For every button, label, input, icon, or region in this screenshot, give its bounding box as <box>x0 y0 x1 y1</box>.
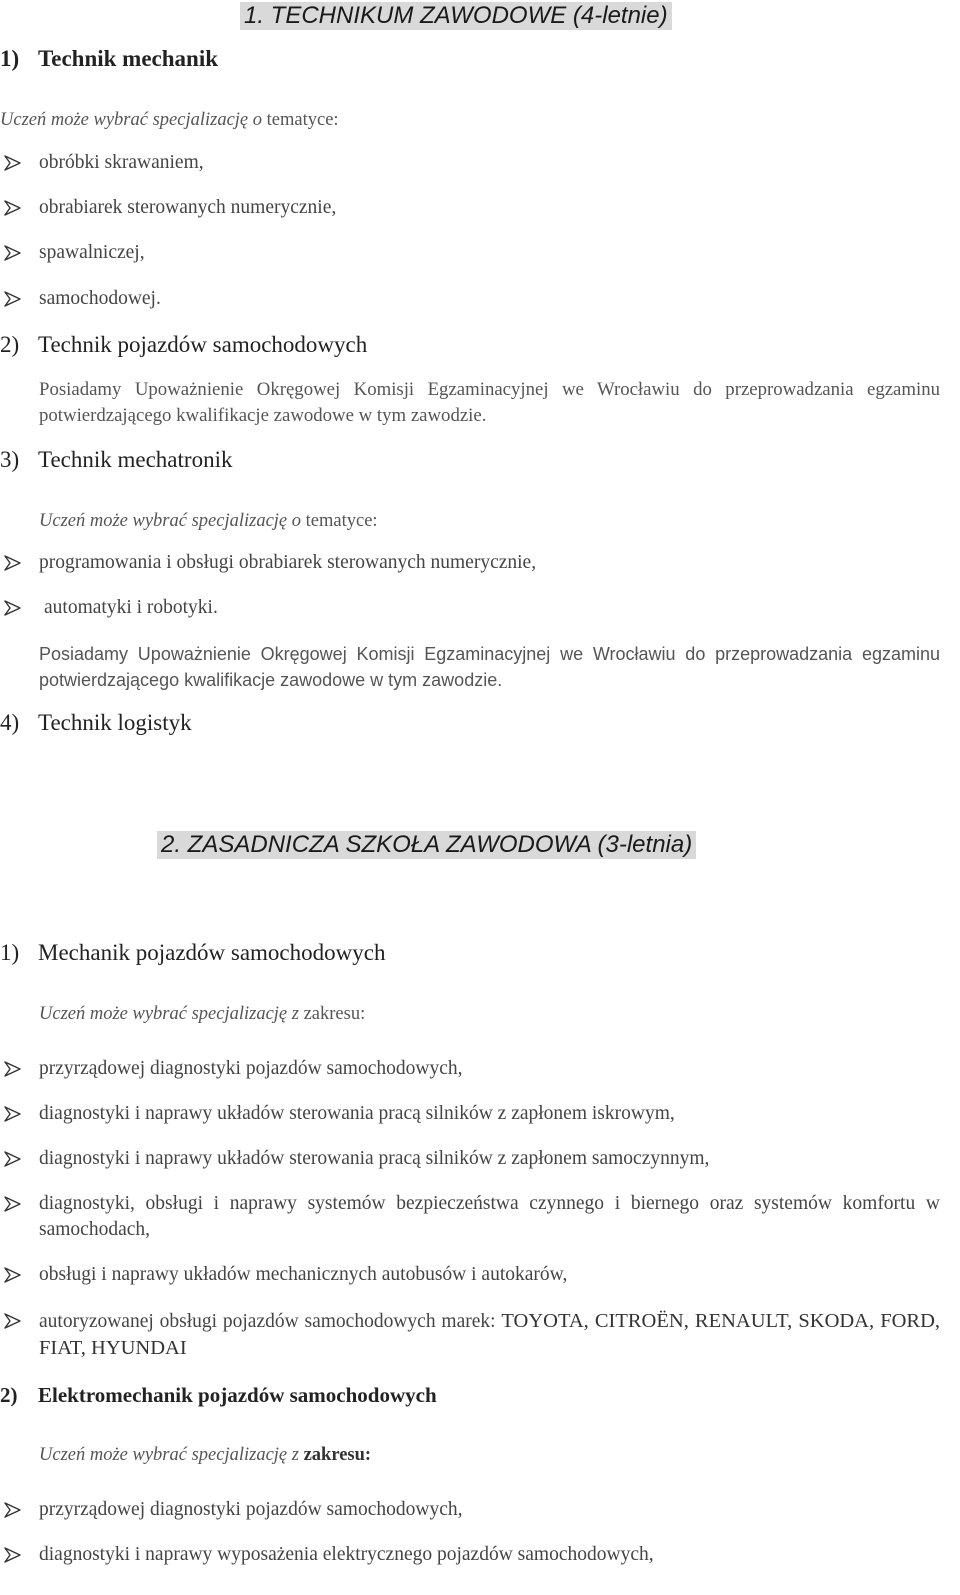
arrowhead-bullet-icon <box>3 243 23 263</box>
list-item <box>0 1056 462 1082</box>
heading-number: 4) <box>0 710 20 735</box>
heading-text: Technik logistyk <box>38 710 192 735</box>
list-item-text: programowania i obsługi obrabiarek sterowanych numerycznie, <box>39 552 537 573</box>
heading-text: Technik pojazdów samochodowych <box>38 332 368 357</box>
list-item-text: przyrządowej diagnostyki pojazdów samochodowych, <box>39 1058 463 1079</box>
list-item-text: samochodowej. <box>39 288 161 309</box>
arrowhead-bullet-icon <box>3 1500 23 1520</box>
heading-number: 1) <box>0 46 20 71</box>
heading-number: 3) <box>0 447 20 472</box>
list-item <box>0 195 336 221</box>
list-item <box>0 1146 709 1172</box>
intro-rest: zakresu: <box>303 1445 372 1465</box>
heading-number: 2) <box>0 1383 18 1407</box>
list-item <box>0 1542 654 1568</box>
section-title-zasadnicza: 2. ZASADNICZA SZKOŁA ZAWODOWA (3-letnia) <box>157 831 696 859</box>
intro-rest: zakresu: <box>303 1004 366 1024</box>
authorization-paragraph: Posiadamy Upoważnienie Okręgowej Komisji Egzaminacyjnej we Wrocławiu do przeprowadzania egzaminu potwierdzającego kwalifikacje zawodowe w tym zawodzie. <box>39 644 940 690</box>
arrowhead-bullet-icon <box>3 1059 23 1079</box>
authorization-paragraph: Posiadamy Upoważnienie Okręgowej Komisji Egzaminacyjnej we Wrocławiu do przeprowadzania egzaminu potwierdzającego kwalifikacje zawodowe w tym zawodzie. <box>39 379 940 426</box>
arrowhead-bullet-icon <box>3 1194 23 1214</box>
heading-text: Mechanik pojazdów samochodowych <box>38 940 386 965</box>
list-item-text: przyrządowej diagnostyki pojazdów samochodowych, <box>39 1499 463 1520</box>
heading-technik-logistyk <box>0 709 192 737</box>
arrowhead-bullet-icon <box>3 153 23 173</box>
heading-mechanik-pojazdow <box>0 939 385 967</box>
list-item <box>0 240 145 266</box>
arrowhead-bullet-icon <box>3 1265 23 1285</box>
intro-rest: tematyce: <box>266 110 339 130</box>
arrowhead-bullet-icon <box>3 598 23 618</box>
heading-elektromechanik <box>0 1381 437 1409</box>
arrowhead-bullet-icon <box>3 1545 23 1565</box>
intro-italic: Uczeń może wybrać specjalizację z <box>39 1445 299 1465</box>
heading-technik-mechanik <box>0 45 218 73</box>
list-item-text: diagnostyki i naprawy wyposażenia elektrycznego pojazdów samochodowych, <box>39 1544 654 1565</box>
list-item-text: autoryzowanej obsługi pojazdów samochodowych marek: <box>39 1311 496 1332</box>
heading-number: 1) <box>0 940 20 965</box>
list-item-brands <box>0 1308 940 1362</box>
list-item <box>0 150 204 176</box>
intro-italic: Uczeń może wybrać specjalizację o <box>39 511 302 531</box>
intro-line <box>39 1444 371 1466</box>
list-item <box>0 1101 675 1127</box>
heading-number: 2) <box>0 332 20 357</box>
intro-line <box>39 510 378 532</box>
section-title-technikum: 1. TECHNIKUM ZAWODOWE (4-letnie) <box>240 2 672 30</box>
list-item <box>0 1497 462 1523</box>
intro-line <box>39 1003 365 1025</box>
list-item <box>0 1262 567 1288</box>
heading-technik-mechatronik <box>0 446 232 474</box>
intro-rest: tematyce: <box>305 511 378 531</box>
arrowhead-bullet-icon <box>3 1149 23 1169</box>
arrowhead-bullet-icon <box>3 289 23 309</box>
list-item-text: obróbki skrawaniem, <box>39 152 204 173</box>
arrowhead-bullet-icon <box>3 198 23 218</box>
list-item-text: diagnostyki i naprawy układów sterowania pracą silników z zapłonem samoczynnym, <box>39 1148 710 1169</box>
arrowhead-bullet-icon <box>3 553 23 573</box>
list-item-text: diagnostyki, obsługi i naprawy systemów bezpieczeństwa czynnego i biernego oraz systemów komfortu w samochodach, <box>39 1193 940 1240</box>
list-item-text: spawalniczej, <box>39 242 145 263</box>
heading-text: Technik mechanik <box>38 46 219 71</box>
list-item <box>0 1191 940 1243</box>
intro-line <box>0 109 339 131</box>
intro-italic: Uczeń może wybrać specjalizację z <box>39 1004 299 1024</box>
list-item-text: diagnostyki i naprawy układów sterowania pracą silników z zapłonem iskrowym, <box>39 1103 675 1124</box>
arrowhead-bullet-icon <box>3 1104 23 1124</box>
intro-italic: Uczeń może wybrać specjalizację o <box>0 110 263 130</box>
heading-text: Technik mechatronik <box>38 447 233 472</box>
list-item <box>0 550 536 576</box>
list-item-text: obrabiarek sterowanych numerycznie, <box>39 197 337 218</box>
list-item-text: obsługi i naprawy układów mechanicznych autobusów i autokarów, <box>39 1264 568 1285</box>
heading-technik-pojazdow <box>0 331 367 359</box>
list-item <box>0 286 161 312</box>
list-item <box>0 595 218 621</box>
arrowhead-bullet-icon <box>3 1311 23 1331</box>
list-item-text: automatyki i robotyki. <box>44 597 218 618</box>
brand-list: TOYOTA, CITROËN, RENAULT, SKODA, FORD, FIAT, HYUNDAI <box>39 1310 941 1359</box>
heading-text: Elektromechanik pojazdów samochodowych <box>38 1383 437 1407</box>
